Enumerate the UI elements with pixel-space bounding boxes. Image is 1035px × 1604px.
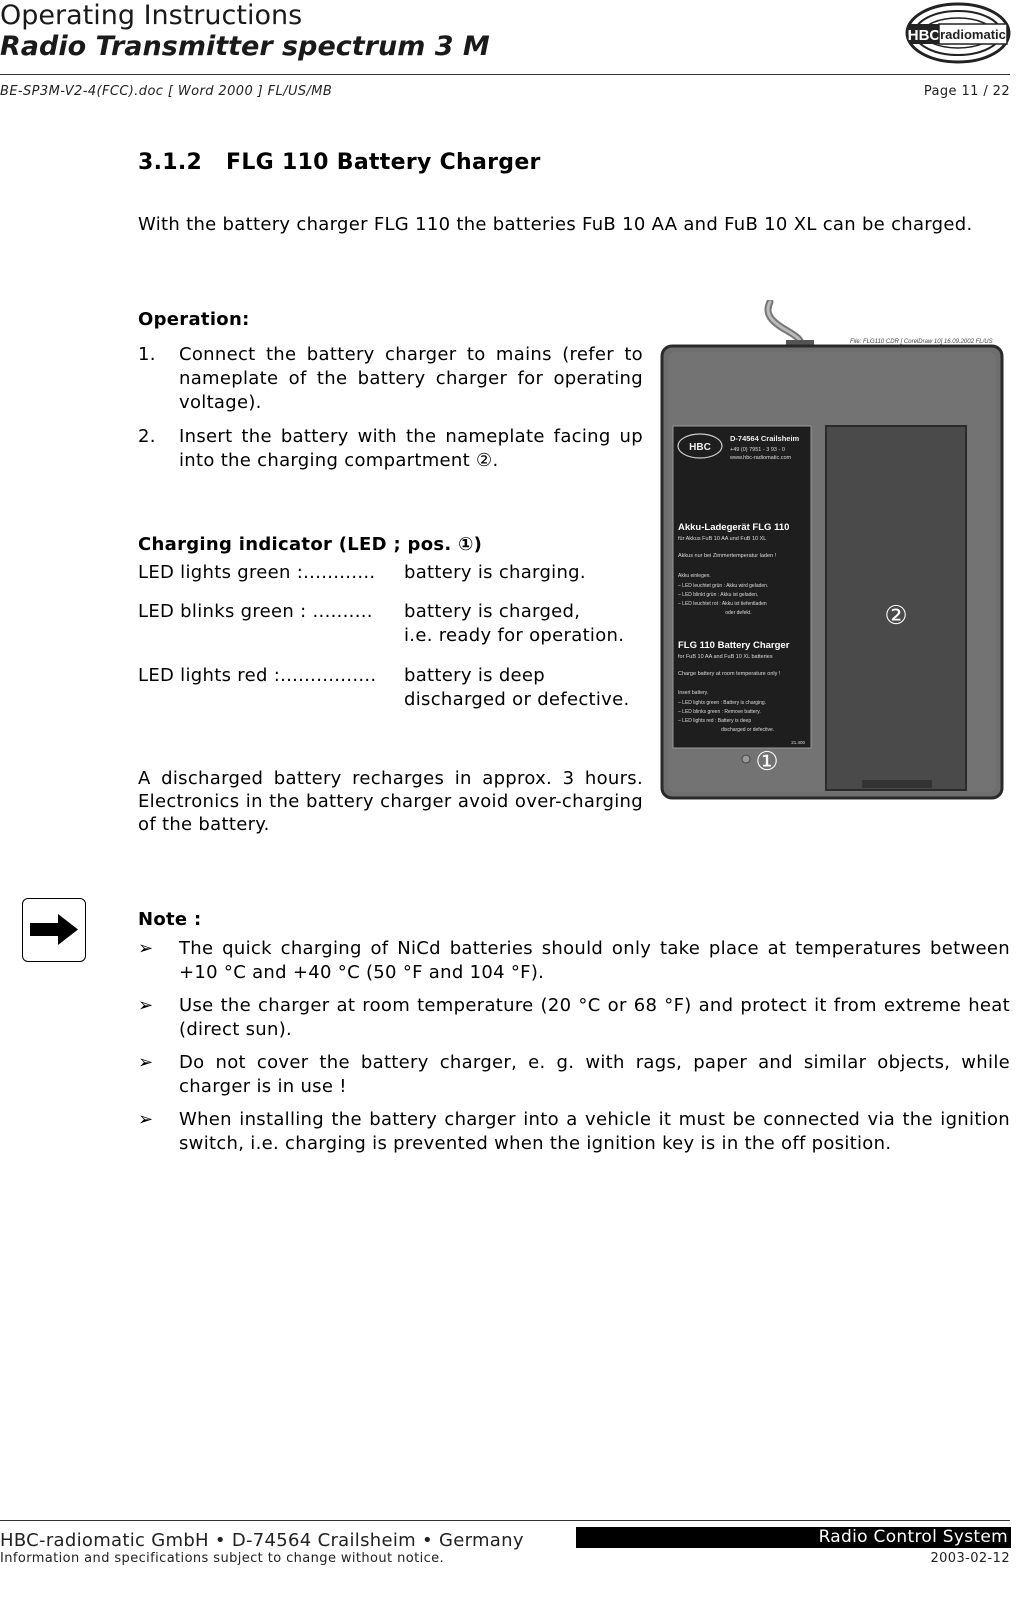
led-indicator xyxy=(742,755,750,763)
plate-de-sub: für Akkus FuB 10 AA und FuB 10 XL xyxy=(678,536,767,542)
plate-logo: HBC xyxy=(689,442,711,453)
header-rule xyxy=(0,74,1010,75)
note-text: When installing the battery charger into a vehicle it must be connected via the ignition switch, i.e. charging is prevented when the ignition key is in the off position. xyxy=(179,1109,1010,1154)
led-meaning: battery is deep discharged or defective. xyxy=(404,665,630,710)
plate-de-insert: Akku einlegen. xyxy=(678,573,711,579)
step-text: Insert the battery with the nameplate facing up into the charging compartment ②. xyxy=(179,426,643,471)
marker-compartment: ② xyxy=(884,601,908,631)
plate-en-line: – LED blinks green : Remove battery. xyxy=(678,709,761,715)
plate-en-line: – LED lights red : Battery is deep xyxy=(678,718,752,724)
footer-notice: Information and specifications subject to change without notice. xyxy=(0,1551,445,1566)
logo-text-right: radiomatic xyxy=(940,27,1006,42)
plate-address: D-74564 Crailsheim xyxy=(730,434,800,443)
arrow-right-icon xyxy=(23,899,85,961)
plate-web: www.hbc-radiomatic.com xyxy=(730,455,792,461)
led-state: LED lights red :................ xyxy=(138,665,377,686)
plate-en-line: – LED lights green : Battery is charging. xyxy=(678,700,767,706)
operation-heading: Operation: xyxy=(138,309,250,330)
note-text: Do not cover the battery charger, e. g. with rags, paper and similar objects, while charger is in use ! xyxy=(179,1052,1010,1097)
plate-de-line: – LED leuchtet rot : Akku ist tiefentladen xyxy=(678,601,767,607)
operation-step xyxy=(138,343,643,415)
page-number: Page 11 / 22 xyxy=(923,84,1010,99)
footer-rule xyxy=(0,1520,1010,1521)
footer-company: HBC-radiomatic GmbH • D-74564 Crailsheim • Germany xyxy=(0,1530,524,1551)
battery-charger-photo xyxy=(660,300,1010,802)
footer-system-label: Radio Control System xyxy=(818,1527,1008,1547)
section-title: FLG 110 Battery Charger xyxy=(226,150,541,175)
hbc-radiomatic-logo xyxy=(905,2,1011,64)
plate-en-title: FLG 110 Battery Charger xyxy=(678,640,790,651)
plate-en-warn: Charge battery at room temperature only ! xyxy=(678,671,781,677)
bullet-arrow-icon: ➢ xyxy=(138,1052,154,1073)
file-reference: BE-SP3M-V2-4(FCC).doc [ Word 2000 ] FL/US/MB xyxy=(0,84,333,99)
led-state: LED blinks green : .......... xyxy=(138,601,373,622)
note-heading: Note : xyxy=(138,909,202,930)
plate-de-warn: Akkus nur bei Zimmertemperatur laden ! xyxy=(678,553,777,559)
marker-led: ① xyxy=(755,747,779,777)
footer-date: 2003-02-12 xyxy=(930,1551,1010,1566)
plate-phone: +49 (0) 7951 - 3 93 - 0 xyxy=(730,447,785,453)
recharge-paragraph: A discharged battery recharges in approx. 3 hours. Electronics in the battery charger avoid over-charging of the battery. xyxy=(138,768,643,835)
note-text: The quick charging of NiCd batteries should only take place at temperatures between +10 °C and +40 °C (50 °F and 104 °F). xyxy=(179,938,1010,983)
section-heading xyxy=(138,150,541,175)
bullet-arrow-icon: ➢ xyxy=(138,995,154,1016)
plate-de-line: – LED blinkt grün : Akku ist geladen. xyxy=(678,592,759,598)
operation-step xyxy=(138,425,643,473)
document-title: Operating Instructions xyxy=(0,0,303,31)
section-number: 3.1.2 xyxy=(138,150,203,175)
plate-en-line: discharged or defective. xyxy=(678,727,775,733)
step-text: Connect the battery charger to mains (refer to nameplate of the battery charger for operating voltage). xyxy=(179,344,643,413)
note-item xyxy=(138,1051,1010,1099)
plate-de-title: Akku-Ladegerät FLG 110 xyxy=(678,522,790,533)
plate-code: 21.400 xyxy=(791,740,805,745)
indicator-heading: Charging indicator (LED ; pos. ①) xyxy=(138,534,483,555)
intro-paragraph: With the battery charger FLG 110 the batteries FuB 10 AA and FuB 10 XL can be charged. xyxy=(138,214,973,235)
led-state: LED lights green :............ xyxy=(138,562,376,583)
plate-de-line: – LED leuchtet grün : Akku wird geladen. xyxy=(678,583,769,589)
step-number: 1. xyxy=(138,344,156,365)
bullet-arrow-icon: ➢ xyxy=(138,938,154,959)
note-item xyxy=(138,994,1010,1042)
note-text: Use the charger at room temperature (20 °C or 68 °F) and protect it from extreme heat (direct sun). xyxy=(179,995,1010,1040)
plate-en-insert: Insert battery. xyxy=(678,690,709,696)
bullet-arrow-icon: ➢ xyxy=(138,1109,154,1130)
note-arrow-box xyxy=(22,898,86,962)
document-subtitle: Radio Transmitter spectrum 3 M xyxy=(0,31,490,62)
note-item xyxy=(138,1108,1010,1156)
logo-text-left: HBC xyxy=(907,27,941,44)
plate-de-line: oder defekt. xyxy=(678,610,752,616)
note-item xyxy=(138,937,1010,985)
led-meaning: battery is charging. xyxy=(404,562,586,583)
plate-en-sub: for FuB 10 AA and FuB 10 XL batteries xyxy=(678,654,773,660)
led-meaning: battery is charged, i.e. ready for operation. xyxy=(404,601,625,646)
photo-file-label: File: FLG110 CDR [ CorelDraw 10] 16.09.2002 FL/US xyxy=(850,339,993,345)
step-number: 2. xyxy=(138,426,156,447)
